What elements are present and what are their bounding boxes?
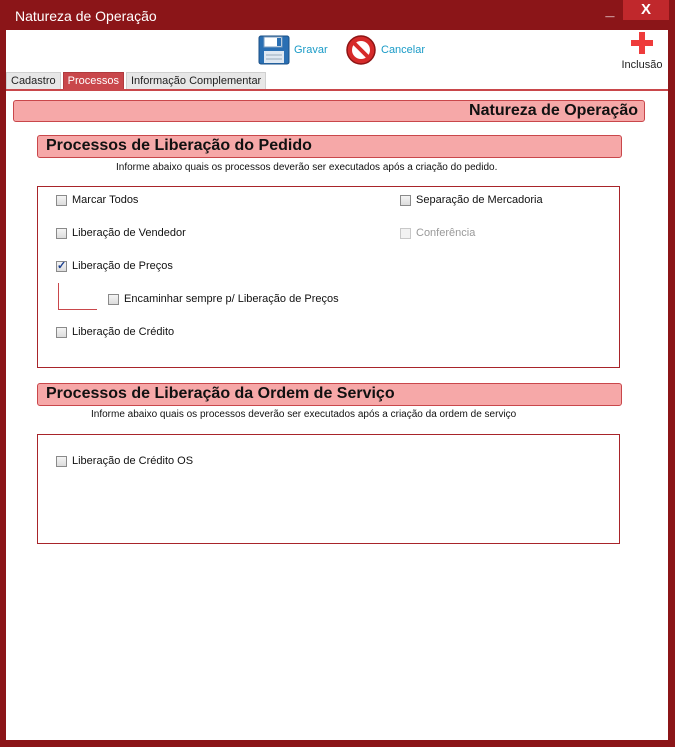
checkbox-marcar-todos[interactable]	[56, 194, 138, 206]
minimize-button[interactable]: _	[605, 2, 615, 19]
tab-informacao-complementar[interactable]: Informação Complementar	[126, 72, 266, 91]
cancel-icon	[345, 34, 377, 66]
checkbox-label: Separação de Mercadoria	[416, 194, 543, 206]
indent-connector	[58, 283, 97, 310]
save-label: Gravar	[294, 44, 328, 56]
section-header-pedido	[37, 135, 622, 158]
pedido-options-box	[37, 186, 620, 368]
section-header-os	[37, 383, 622, 406]
checkbox-label: Liberação de Preços	[72, 260, 173, 272]
os-options-box	[37, 434, 620, 544]
checkbox-label: Conferência	[416, 227, 476, 239]
checkbox-box[interactable]	[56, 456, 67, 467]
checkbox-label: Encaminhar sempre p/ Liberação de Preços	[124, 293, 339, 305]
checkbox-box[interactable]	[56, 195, 67, 206]
close-button[interactable]: X	[623, 0, 669, 20]
checkbox-label: Liberação de Crédito OS	[72, 455, 194, 467]
checkbox-box[interactable]	[108, 294, 119, 305]
checkbox-liberacao-vendedor[interactable]	[56, 227, 186, 239]
checkbox-box[interactable]	[56, 228, 67, 239]
client-area	[6, 30, 668, 740]
save-button[interactable]	[258, 35, 328, 65]
tab-bar	[6, 72, 268, 89]
checkbox-label: Liberação de Vendedor	[72, 227, 186, 239]
checkbox-box[interactable]	[400, 195, 411, 206]
section-info-pedido: Informe abaixo quais os processos deverão ser executados após a criação do pedido.	[116, 162, 498, 173]
main-header-title: Natureza de Operação	[469, 102, 638, 119]
checkbox-box[interactable]	[56, 327, 67, 338]
checkbox-label: Marcar Todos	[72, 194, 139, 206]
section-info-os: Informe abaixo quais os processos deverão ser executados após a criação da ordem de serviço	[91, 409, 517, 420]
checkbox-liberacao-credito-os[interactable]	[56, 455, 193, 467]
new-button[interactable]	[617, 32, 667, 71]
checkbox-separacao[interactable]	[400, 194, 543, 206]
window-title: Natureza de Operação	[15, 8, 157, 24]
title-bar[interactable]	[0, 0, 675, 30]
tab-processos[interactable]: Processos	[63, 72, 124, 91]
section-title-os: Processos de Liberação da Ordem de Serviço	[46, 385, 395, 402]
new-label: Inclusão	[621, 59, 663, 71]
checkbox-box-checked[interactable]	[56, 261, 67, 272]
checkbox-encaminhar-precos[interactable]	[108, 293, 339, 305]
main-header	[13, 100, 645, 122]
plus-icon	[630, 32, 654, 54]
checkbox-conferencia[interactable]	[400, 227, 475, 239]
tab-underline	[6, 89, 668, 91]
cancel-button[interactable]	[345, 34, 425, 66]
checkbox-liberacao-precos[interactable]	[56, 260, 173, 272]
checkbox-box[interactable]	[400, 228, 411, 239]
cancel-label: Cancelar	[381, 44, 426, 56]
checkbox-liberacao-credito[interactable]	[56, 326, 174, 338]
tab-cadastro[interactable]: Cadastro	[6, 72, 61, 91]
section-title-pedido: Processos de Liberação do Pedido	[46, 137, 312, 154]
floppy-disk-icon	[258, 35, 290, 65]
checkbox-label: Liberação de Crédito	[72, 326, 175, 338]
